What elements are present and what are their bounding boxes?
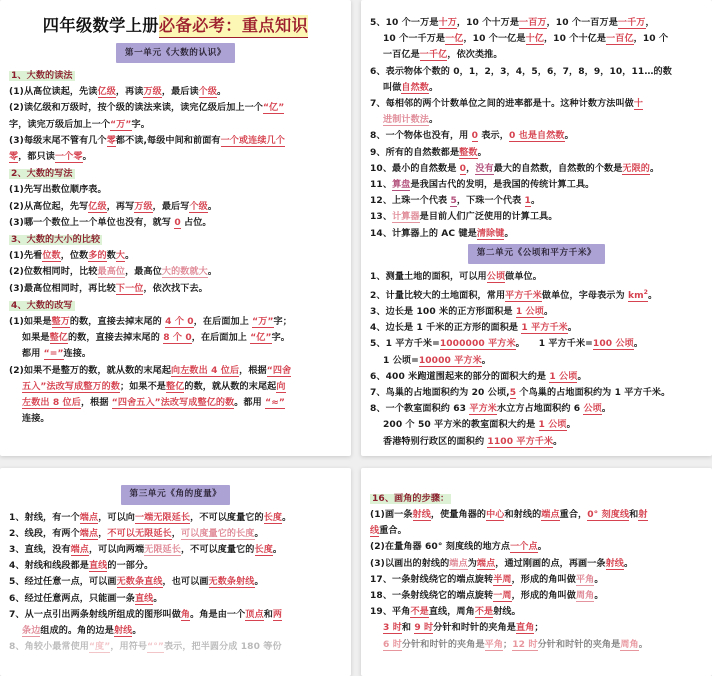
document-title-highlight: 必备必考：重点知识	[159, 15, 308, 38]
line-item: 19、平角不是直线，周角不是射线。	[370, 607, 521, 618]
line-item: 2、计量比较大的土地面积，常用平方千米做单位，字母表示为 $km^2$。	[370, 288, 658, 301]
line-item: (2)如果不是整万的数，就从数的末尾起向左数出 4 位后，根据“四舍	[9, 365, 292, 376]
section-heading-daxiao-bijiao	[9, 232, 342, 248]
line-item: 进制计数法。	[383, 115, 439, 126]
line-item: 3 时和 9 时分针和时针的夹角是直角；	[383, 623, 544, 634]
line-item: (3)哪一个数位上一个单位也没有，就写 0 占位。	[9, 217, 212, 228]
line-item: 8、一个物体也没有，用 0 表示，0 也是自然数。	[370, 131, 574, 142]
line-item: 12、上珠一个代表 5，下珠一个代表 1。	[370, 196, 541, 207]
section-heading-label: 4、大数的改写	[11, 300, 73, 311]
section-heading-dashu-dufa	[9, 68, 342, 84]
line-item: (1)先看位数，位数多的数大。	[9, 251, 135, 262]
line-item: (1)先写出数位顺序表。	[9, 185, 107, 196]
line-item: (1)如果是整万的数，直接去掉末尾的 4 个 0，在后面加上 “万”字；	[9, 316, 292, 327]
section-heading-label: 2、大数的写法	[11, 169, 73, 180]
section-heading-dashu-gaixie	[9, 298, 342, 314]
line-item: 叫做自然数。	[383, 82, 439, 93]
line-item: (2)在量角器 60° 刻度线的地方点一个点。	[370, 542, 547, 553]
page-bottom-left-content	[9, 485, 342, 656]
line-item: (3)最高位相同时，再比较下一位，依次找下去。	[9, 283, 208, 294]
line-item: 1、射线，有一个端点，可以向一端无限延长，不可以度量它的长度。	[9, 512, 292, 523]
line-item: 五入”法改写成整万的数；如果不是整亿的数，就从数的末尾起向	[22, 381, 286, 392]
line-item: 18、一条射线绕它的端点旋转一周，形成的角叫做周角。	[370, 591, 604, 602]
unit-header-1-label: 第一单元《大数的认识》	[116, 43, 235, 63]
line-item: 8、一个教室面积约 63 平方米水立方占地面积约 6 公顷。	[370, 404, 612, 415]
line-item: 零，都只读一个零。	[9, 151, 92, 162]
page-top-right	[361, 0, 712, 456]
line-item: 10 个一千万是一亿，10 个一亿是十亿，10 个十亿是一百亿，10 个	[383, 34, 669, 45]
line-item: 香港特别行政区的面积约 1100 平方千米。	[383, 436, 563, 447]
line-item: 6、表示物体个数的 0，1，2，3，4，5，6，7，8，9，10，11…的数	[370, 66, 672, 77]
line-item: 4、边长是 1 千米的正方形的面积是 1 平方千米。	[370, 323, 578, 334]
line-item: 6、400 米跑道围起来的部分的面积大约是 1 公顷。	[370, 371, 587, 382]
line-item: (3)以画出的射线的端点为端点，通过刚画的点，再画一条射线。	[370, 558, 634, 569]
line-item: 7、鸟巢的占地面积约为 20 公顷,5 个鸟巢的占地面积约为 1 平方千米。	[370, 388, 671, 398]
unit-header-1	[9, 43, 342, 63]
line-item: (1)画一条射线，使量角器的中心和射线的端点重合，0° 刻度线和射	[370, 510, 648, 521]
section-heading-huajiao-buzhou	[370, 491, 703, 507]
line-item: 13、计算器是目前人们广泛使用的计算工具。	[370, 212, 558, 223]
line-item-clipped: 8、角较小最常使用“度”，用符号“°”表示，把半圆分成 180 等份	[9, 642, 282, 653]
line-item: 一百亿是一千亿，依次类推。	[383, 50, 503, 61]
line-item: 11、算盘是我国古代的发明，是我国的传统计算工具。	[370, 180, 595, 191]
unit-header-2-label: 第二单元《公顷和平方千米》	[468, 244, 606, 264]
line-item: 17、一条射线绕它的端点旋转半周，形成的角叫做平角。	[370, 574, 604, 585]
line-item: 5、1 平方千米=1000000 平方米。 1 平方千米=100 公顷。	[370, 339, 644, 350]
page-top-left-content	[9, 18, 342, 427]
page-bottom-left	[0, 468, 351, 676]
document-title-plain: 四年级数学上册	[42, 16, 159, 35]
line-item: 1 公顷=10000 平方米。	[383, 355, 491, 366]
line-item: (1)从高位读起，先读亿级，再读万级，最后读个级。	[9, 87, 227, 98]
line-item: 3、直线，没有端点，可以向两端无限延长，不可以度量它的长度。	[9, 544, 283, 555]
section-heading-label: 3、大数的大小的比较	[11, 234, 101, 245]
line-item: 1、测量土地的面积，可以用公顷做单位。	[370, 271, 542, 282]
line-item: 6、经过任意两点，只能画一条直线。	[9, 593, 163, 604]
line-item: 200 个 50 平方米的教室面积大约是 1 公顷。	[383, 420, 576, 431]
line-item: 14、计算器上的 AC 键是清除键。	[370, 228, 514, 239]
line-item: 2、线段，有两个端点，不可以无限延长，可以度量它的长度。	[9, 528, 264, 539]
line-item: 连接。	[22, 414, 50, 425]
line-item: 9、所有的自然数都是整数。	[370, 147, 487, 158]
line-item: 字，读完万级后加上一个“万”字。	[9, 119, 150, 130]
section-heading-dashu-xiefa	[9, 166, 342, 182]
line-item: 10、最小的自然数是 0，没有最大的自然数，自然数的个数是无限的。	[370, 163, 660, 174]
page-top-left	[0, 0, 351, 456]
line-item: 线重合。	[370, 526, 407, 537]
section-heading-label: 16、画角的步骤：	[372, 493, 450, 504]
line-item: (2)读亿级和万级时，按个级的读法来读，读完亿级后加上一个“亿”	[9, 103, 285, 114]
line-item: (3)每级末尾不管有几个零都不读,每级中间和前面有一个或连续几个	[9, 135, 285, 146]
unit-header-2	[370, 244, 703, 264]
line-item: 条边组成的。角的边是射线。	[22, 625, 142, 636]
unit-header-3	[9, 485, 342, 505]
line-item: 左数出 8 位后，根据 “四舍五入”法改写成整亿的数。都用 “≈”	[22, 397, 286, 408]
page-bottom-right	[361, 468, 712, 676]
line-item: 7、每相邻的两个计数单位之间的进率都是十。这种计数方法叫做十	[370, 99, 644, 110]
line-item: 5、10 个一万是十万，10 个十万是一百万，10 个一百万是一千万，	[370, 18, 655, 28]
line-item: 7、从一点引出两条射线所组成的图形叫做角。角是由一个顶点和两	[9, 609, 283, 620]
line-item: 都用 “=”连接。	[22, 349, 92, 360]
line-item: 如果是整亿的数，直接去掉末尾的 8 个 0，在后面加上 “亿”字。	[22, 333, 290, 344]
line-item: (2)从高位起，先写亿级，再写万级，最后写个级。	[9, 201, 218, 212]
page-bottom-right-content	[370, 491, 703, 653]
section-heading-label: 1、大数的读法	[11, 70, 73, 81]
line-item: (2)位数相同时，比较最高位，最高位大的数就大。	[9, 267, 218, 278]
line-item: 5、经过任意一点，可以画无数条直线，也可以画无数条射线。	[9, 577, 264, 588]
line-item-clipped: 6 时分针和时针的夹角是平角；12 时分针和时针的夹角是周角。	[383, 639, 648, 650]
page-top-right-content	[370, 15, 703, 450]
unit-header-3-label: 第三单元《角的度量》	[121, 485, 231, 505]
line-item: 3、边长是 100 米的正方形面积是 1 公顷。	[370, 306, 554, 317]
line-item: 4、射线和线段都是直线的一部分。	[9, 561, 154, 572]
document-title	[9, 18, 342, 34]
